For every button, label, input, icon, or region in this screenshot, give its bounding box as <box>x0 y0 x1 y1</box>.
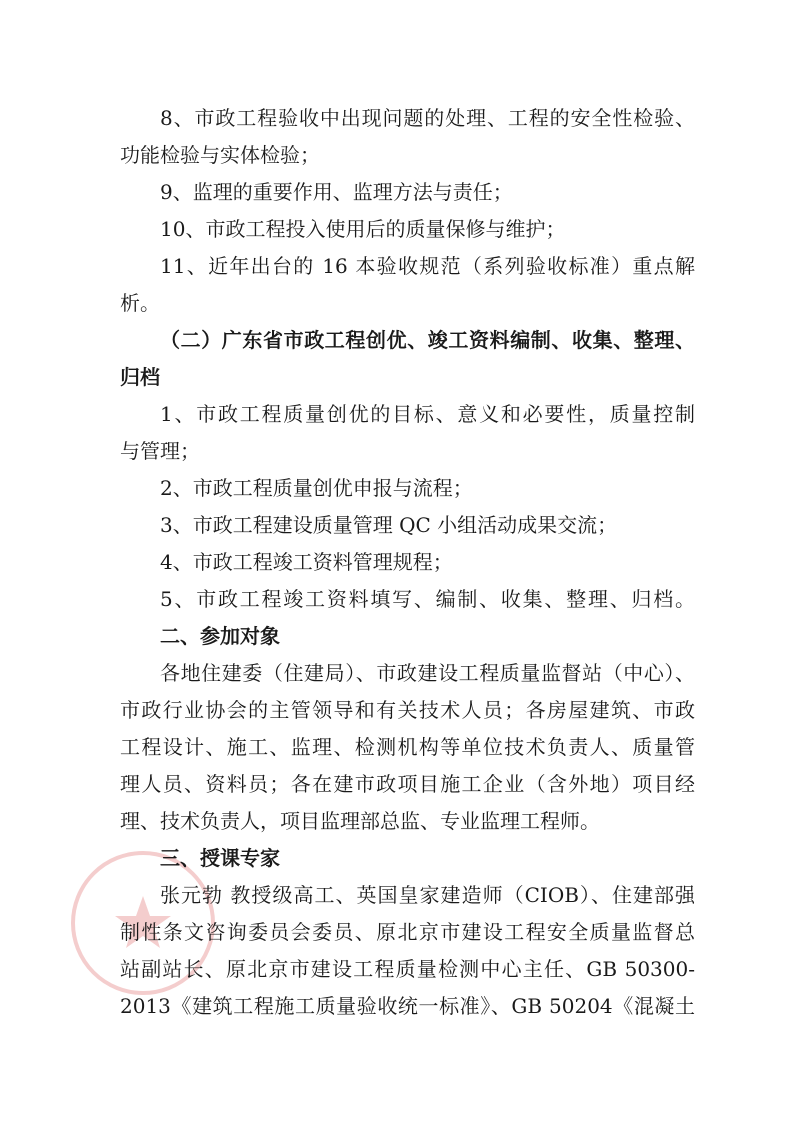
text-line-23: 制性条文咨询委员会委员、原北京市建设工程安全质量监督总 <box>120 920 695 944</box>
text-line-4: 10、市政工程投入使用后的质量保修与维护； <box>160 217 566 241</box>
text-line-22: 张元勃 教授级高工、英国皇家建造师（CIOB）、住建部强 <box>160 883 695 907</box>
text-line-16: 各地住建委（住建局）、市政建设工程质量监督站（中心）、 <box>160 661 695 685</box>
text-line-24: 站副站长、原北京市建设工程质量检测中心主任、GB 50300- <box>120 957 695 981</box>
text-line-11: 2、市政工程质量创优申报与流程； <box>160 476 473 500</box>
text-line-1: 8、市政工程验收中出现问题的处理、工程的安全性检验、 <box>160 106 695 130</box>
subsection-heading: （二）广东省市政工程创优、竣工资料编制、收集、整理、 <box>160 328 695 352</box>
text-line-2: 功能检验与实体检验； <box>120 143 320 167</box>
text-line-10: 与管理； <box>120 439 200 463</box>
text-line-14: 5、市政工程竣工资料填写、编制、收集、整理、归档。 <box>160 587 695 611</box>
text-line-20: 理、技术负责人，项目监理部总监、专业监理工程师。 <box>120 809 600 833</box>
subsection-heading-cont: 归档 <box>120 365 160 389</box>
text-line-9: 1、市政工程质量创优的目标、意义和必要性，质量控制 <box>160 402 695 426</box>
text-line-25: 2013《建筑工程施工质量验收统一标准》、GB 50204《混凝土 <box>120 994 695 1018</box>
text-line-5: 11、近年出台的 16 本验收规范（系列验收标准）重点解 <box>160 254 695 278</box>
document-body <box>120 100 695 1025</box>
text-line-3: 9、监理的重要作用、监理方法与责任； <box>160 180 513 204</box>
text-line-13: 4、市政工程竣工资料管理规程； <box>160 550 453 574</box>
text-line-12: 3、市政工程建设质量管理 QC 小组活动成果交流； <box>160 513 618 537</box>
text-line-6: 析。 <box>120 291 160 315</box>
text-line-18: 工程设计、施工、监理、检测机构等单位技术负责人、质量管 <box>120 735 695 759</box>
section-heading-experts: 三、授课专家 <box>160 846 280 870</box>
text-line-17: 市政行业协会的主管领导和有关技术人员；各房屋建筑、市政 <box>120 698 695 722</box>
section-heading-participants: 二、参加对象 <box>160 624 280 648</box>
text-line-19: 理人员、资料员；各在建市政项目施工企业（含外地）项目经 <box>120 772 695 796</box>
